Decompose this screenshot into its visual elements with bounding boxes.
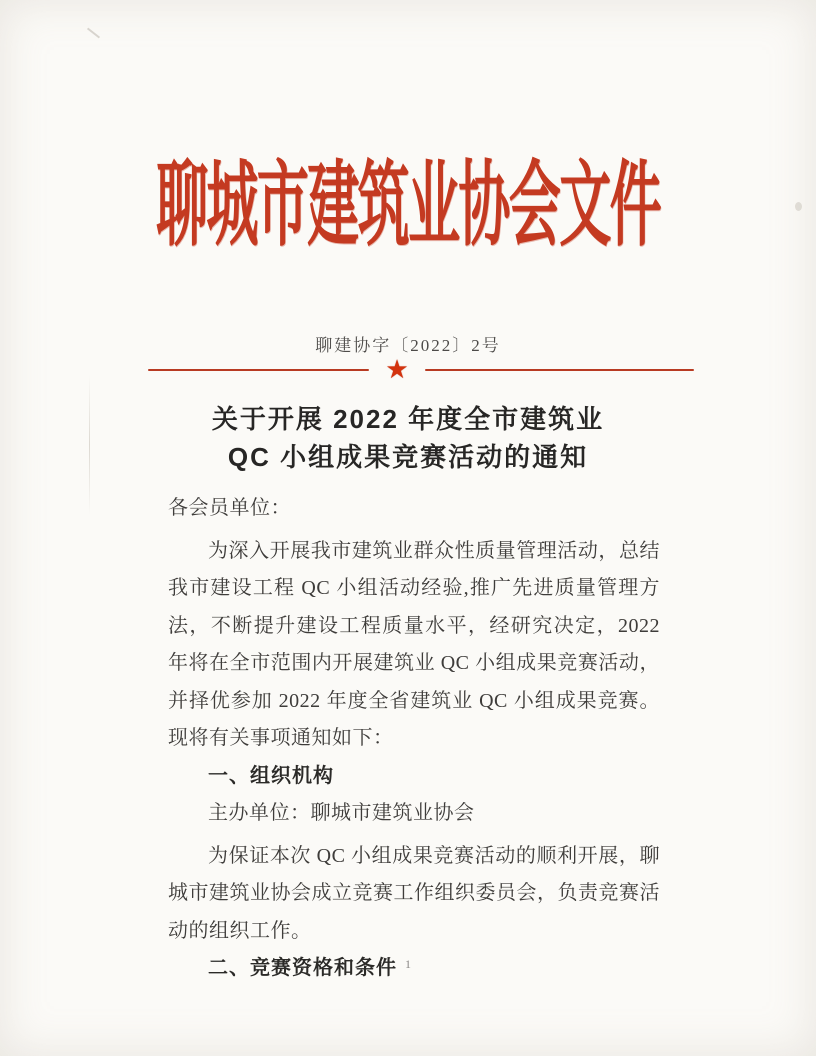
document-title-line1: 关于开展 2022 年度全市建筑业 bbox=[211, 404, 605, 434]
salutation: 各会员单位： bbox=[168, 497, 291, 519]
section-1-host-line: 主办单位：聊城市建筑业协会 bbox=[208, 802, 475, 824]
document-number: 聊建协字〔2022〕2号 bbox=[315, 336, 501, 355]
document-body bbox=[168, 490, 660, 988]
paragraph-intro: 为深入开展我市建筑业群众性质量管理活动，总结我市建设工程 QC 小组活动经验,推广先进质量管理方法，不断提升建设工程质量水平，经研究决定，2022年将在全市范围内开展建筑业 QC 小组成果竞赛活动，并择优参加 2022 年度全省建筑业 QC 小组成果竞赛。现将有关事项通知如下： bbox=[168, 539, 660, 749]
divider-line-right bbox=[425, 369, 694, 371]
star-icon: ★ bbox=[385, 355, 409, 384]
letterhead-title: 聊城市建筑业协会文件 bbox=[156, 154, 660, 258]
section-1-paragraph: 为保证本次 QC 小组成果竞赛活动的顺利开展，聊城市建筑业协会成立竞赛工作组织委员会，负责竞赛活动的组织工作。 bbox=[168, 844, 660, 942]
red-divider bbox=[148, 357, 694, 383]
scan-artifact bbox=[87, 28, 100, 39]
section-1-heading: 一、组织机构 bbox=[208, 764, 334, 787]
document-title bbox=[0, 400, 816, 476]
divider-line-left bbox=[148, 369, 369, 371]
letterhead bbox=[0, 148, 816, 264]
page-number: 1 bbox=[405, 957, 411, 971]
document-title-line2: QC 小组成果竞赛活动的通知 bbox=[227, 442, 589, 472]
section-2-heading: 二、竞赛资格和条件 bbox=[208, 957, 397, 979]
